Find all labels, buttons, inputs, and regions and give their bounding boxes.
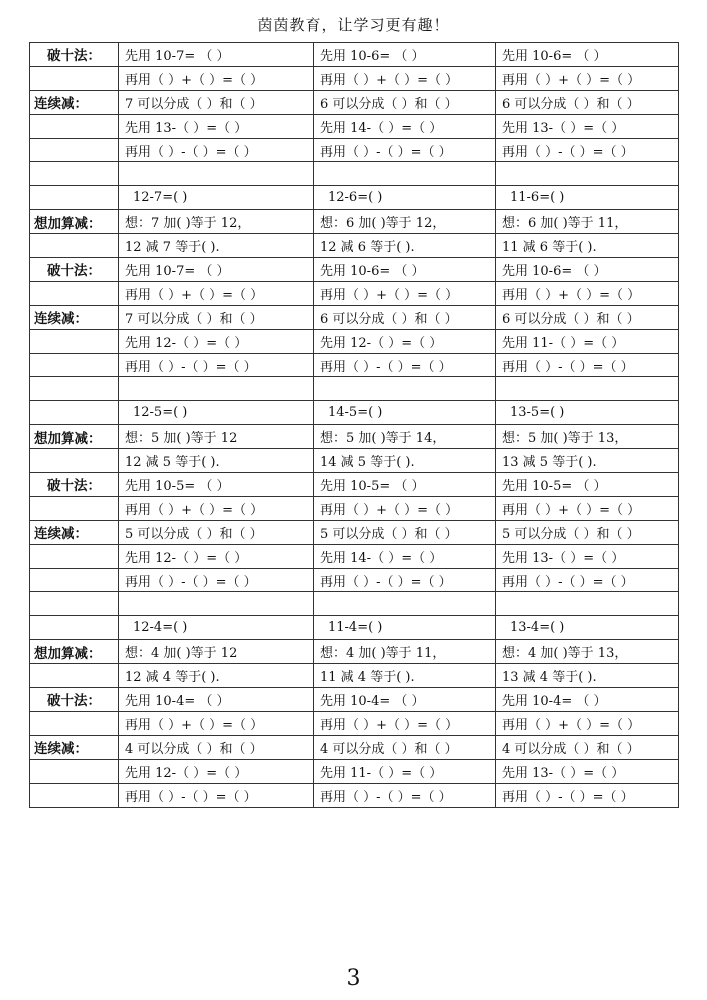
exercise-cell[interactable]: 再用（ ）+（ ）=（ ） [496,281,679,305]
exercise-cell[interactable]: 7 可以分成（ ）和（ ） [119,90,314,114]
exercise-cell[interactable]: 4 可以分成（ ）和（ ） [314,735,496,759]
exercise-cell[interactable]: 再用（ ）-（ ）=（ ） [314,353,496,377]
row-label: 连续减： [30,90,119,114]
table-row [30,353,679,377]
exercise-cell[interactable]: 先用 13-（ ）=（ ） [496,759,679,783]
exercise-cell[interactable]: 先用 13-（ ）=（ ） [496,544,679,568]
blank-cell [119,162,314,186]
problem-header-cell[interactable]: 12-5=( ) [119,401,314,425]
exercise-cell[interactable]: 想：6 加( )等于 12， [314,210,496,234]
exercise-cell[interactable]: 再用（ ）-（ ）=（ ） [314,783,496,807]
table-row [30,711,679,735]
exercise-cell[interactable]: 13 减 5 等于( ). [496,449,679,473]
exercise-cell[interactable]: 想：4 加( )等于 12 [119,640,314,664]
table-row [30,401,679,425]
exercise-cell[interactable]: 4 可以分成（ ）和（ ） [496,735,679,759]
exercise-cell[interactable]: 14 减 5 等于( ). [314,449,496,473]
row-label [30,329,119,353]
exercise-cell[interactable]: 再用（ ）+（ ）=（ ） [119,496,314,520]
blank-cell [496,377,679,401]
problem-header-cell[interactable]: 14-5=( ) [314,401,496,425]
exercise-cell[interactable]: 想：4 加( )等于 11， [314,640,496,664]
exercise-cell[interactable]: 再用（ ）+（ ）=（ ） [119,66,314,90]
exercise-cell[interactable]: 先用 14-（ ）=（ ） [314,114,496,138]
exercise-cell[interactable]: 再用（ ）-（ ）=（ ） [314,138,496,162]
exercise-cell[interactable]: 想：7 加( )等于 12， [119,210,314,234]
exercise-cell[interactable]: 7 可以分成（ ）和（ ） [119,305,314,329]
table-row [30,162,679,186]
exercise-cell[interactable]: 再用（ ）-（ ）=（ ） [119,353,314,377]
exercise-cell[interactable]: 先用 10-6= （ ） [314,258,496,282]
table-row [30,425,679,449]
problem-header-cell[interactable]: 13-4=( ) [496,616,679,640]
exercise-cell[interactable]: 再用（ ）-（ ）=（ ） [314,568,496,592]
exercise-cell[interactable]: 想：5 加( )等于 14， [314,425,496,449]
exercise-cell[interactable]: 先用 11-（ ）=（ ） [314,759,496,783]
row-label: 连续减： [30,520,119,544]
exercise-cell[interactable]: 11 减 6 等于( ). [496,234,679,258]
table-row [30,90,679,114]
table-row [30,496,679,520]
exercise-cell[interactable]: 先用 10-7= （ ） [119,43,314,67]
blank-cell [119,592,314,616]
blank-cell [119,377,314,401]
exercise-cell[interactable]: 再用（ ）+（ ）=（ ） [314,496,496,520]
table-row [30,473,679,497]
table-row [30,210,679,234]
blank-cell [496,592,679,616]
table-row [30,783,679,807]
table-row [30,234,679,258]
exercise-cell[interactable]: 12 减 5 等于( ). [119,449,314,473]
exercise-cell[interactable]: 再用（ ）+（ ）=（ ） [314,281,496,305]
blank-cell [314,377,496,401]
exercise-cell[interactable]: 6 可以分成（ ）和（ ） [314,305,496,329]
exercise-cell[interactable]: 想：4 加( )等于 13， [496,640,679,664]
table-row [30,735,679,759]
row-label [30,114,119,138]
exercise-cell[interactable]: 5 可以分成（ ）和（ ） [119,520,314,544]
exercise-cell[interactable]: 6 可以分成（ ）和（ ） [314,90,496,114]
exercise-cell[interactable]: 13 减 4 等于( ). [496,664,679,688]
row-label [30,592,119,616]
table-row [30,520,679,544]
exercise-cell[interactable]: 想：5 加( )等于 13， [496,425,679,449]
exercise-cell[interactable]: 6 可以分成（ ）和（ ） [496,90,679,114]
row-label [30,616,119,640]
row-label: 破十法： [30,473,119,497]
exercise-cell[interactable]: 先用 12-（ ）=（ ） [119,759,314,783]
row-label: 破十法： [30,688,119,712]
exercise-cell[interactable]: 先用 10-6= （ ） [314,43,496,67]
row-label: 破十法： [30,258,119,282]
blank-cell [496,162,679,186]
row-label: 想加算减： [30,425,119,449]
exercise-cell[interactable]: 先用 13-（ ）=（ ） [119,114,314,138]
table-row [30,114,679,138]
table-row [30,281,679,305]
problem-header-cell[interactable]: 12-6=( ) [314,186,496,210]
row-label [30,234,119,258]
table-row [30,544,679,568]
exercise-cell[interactable]: 先用 12-（ ）=（ ） [314,329,496,353]
exercise-cell[interactable]: 先用 10-5= （ ） [119,473,314,497]
exercise-cell[interactable]: 先用 14-（ ）=（ ） [314,544,496,568]
table-row [30,138,679,162]
row-label [30,711,119,735]
exercise-cell[interactable]: 先用 10-5= （ ） [496,473,679,497]
table-row [30,640,679,664]
row-label [30,186,119,210]
table-row [30,329,679,353]
exercise-cell[interactable]: 先用 10-6= （ ） [496,43,679,67]
exercise-cell[interactable]: 再用（ ）-（ ）=（ ） [496,353,679,377]
exercise-cell[interactable]: 再用（ ）-（ ）=（ ） [496,138,679,162]
exercise-cell[interactable]: 先用 12-（ ）=（ ） [119,544,314,568]
exercise-cell[interactable]: 先用 10-5= （ ） [314,473,496,497]
problem-header-cell[interactable]: 11-6=( ) [496,186,679,210]
table-row [30,664,679,688]
table-row [30,66,679,90]
exercise-cell[interactable]: 再用（ ）+（ ）=（ ） [314,66,496,90]
row-label [30,281,119,305]
table-row [30,258,679,282]
table-row [30,616,679,640]
row-label [30,759,119,783]
problem-header-cell[interactable]: 13-5=( ) [496,401,679,425]
row-label: 破十法： [30,43,119,67]
exercise-cell[interactable]: 先用 13-（ ）=（ ） [496,114,679,138]
exercise-cell[interactable]: 12 减 7 等于( ). [119,234,314,258]
table-row [30,305,679,329]
exercise-cell[interactable]: 再用（ ）+（ ）=（ ） [119,711,314,735]
exercise-cell[interactable]: 12 减 4 等于( ). [119,664,314,688]
blank-cell [314,162,496,186]
exercise-cell[interactable]: 先用 10-6= （ ） [496,258,679,282]
exercise-cell[interactable]: 12 减 6 等于( ). [314,234,496,258]
exercise-cell[interactable]: 想：5 加( )等于 12 [119,425,314,449]
row-label [30,664,119,688]
exercise-cell[interactable]: 先用 10-4= （ ） [496,688,679,712]
exercise-cell[interactable]: 先用 10-7= （ ） [119,258,314,282]
table-row [30,377,679,401]
exercise-cell[interactable]: 5 可以分成（ ）和（ ） [496,520,679,544]
worksheet-table [29,42,679,808]
table-row [30,186,679,210]
exercise-cell[interactable]: 6 可以分成（ ）和（ ） [496,305,679,329]
row-label [30,568,119,592]
row-label [30,138,119,162]
row-label [30,401,119,425]
row-label: 想加算减： [30,640,119,664]
exercise-cell[interactable]: 再用（ ）-（ ）=（ ） [119,138,314,162]
page-number: 3 [346,966,361,991]
row-label: 连续减： [30,735,119,759]
page-header: 茵茵教育，让学习更有趣！ [257,16,450,34]
table-row [30,43,679,67]
row-label [30,449,119,473]
row-label [30,353,119,377]
row-label [30,783,119,807]
exercise-cell[interactable]: 4 可以分成（ ）和（ ） [119,735,314,759]
exercise-cell[interactable]: 先用 12-（ ）=（ ） [119,329,314,353]
exercise-cell[interactable]: 先用 10-4= （ ） [314,688,496,712]
row-label [30,377,119,401]
row-label [30,162,119,186]
exercise-cell[interactable]: 先用 11-（ ）=（ ） [496,329,679,353]
exercise-cell[interactable]: 5 可以分成（ ）和（ ） [314,520,496,544]
problem-header-cell[interactable]: 12-7=( ) [119,186,314,210]
blank-cell [314,592,496,616]
exercise-cell[interactable]: 先用 10-4= （ ） [119,688,314,712]
table-row [30,759,679,783]
exercise-cell[interactable]: 想：6 加( )等于 11， [496,210,679,234]
row-label [30,544,119,568]
table-row [30,568,679,592]
row-label: 连续减： [30,305,119,329]
row-label [30,66,119,90]
problem-header-cell[interactable]: 12-4=( ) [119,616,314,640]
exercise-cell[interactable]: 11 减 4 等于( ). [314,664,496,688]
table-row [30,449,679,473]
row-label: 想加算减： [30,210,119,234]
exercise-cell[interactable]: 再用（ ）-（ ）=（ ） [496,568,679,592]
exercise-cell[interactable]: 再用（ ）+（ ）=（ ） [314,711,496,735]
exercise-cell[interactable]: 再用（ ）+（ ）=（ ） [496,66,679,90]
worksheet-body [30,43,679,808]
table-row [30,688,679,712]
table-row [30,592,679,616]
exercise-cell[interactable]: 再用（ ）+（ ）=（ ） [119,281,314,305]
exercise-cell[interactable]: 再用（ ）-（ ）=（ ） [496,783,679,807]
exercise-cell[interactable]: 再用（ ）+（ ）=（ ） [496,711,679,735]
problem-header-cell[interactable]: 11-4=( ) [314,616,496,640]
exercise-cell[interactable]: 再用（ ）+（ ）=（ ） [496,496,679,520]
exercise-cell[interactable]: 再用（ ）-（ ）=（ ） [119,568,314,592]
exercise-cell[interactable]: 再用（ ）-（ ）=（ ） [119,783,314,807]
row-label [30,496,119,520]
